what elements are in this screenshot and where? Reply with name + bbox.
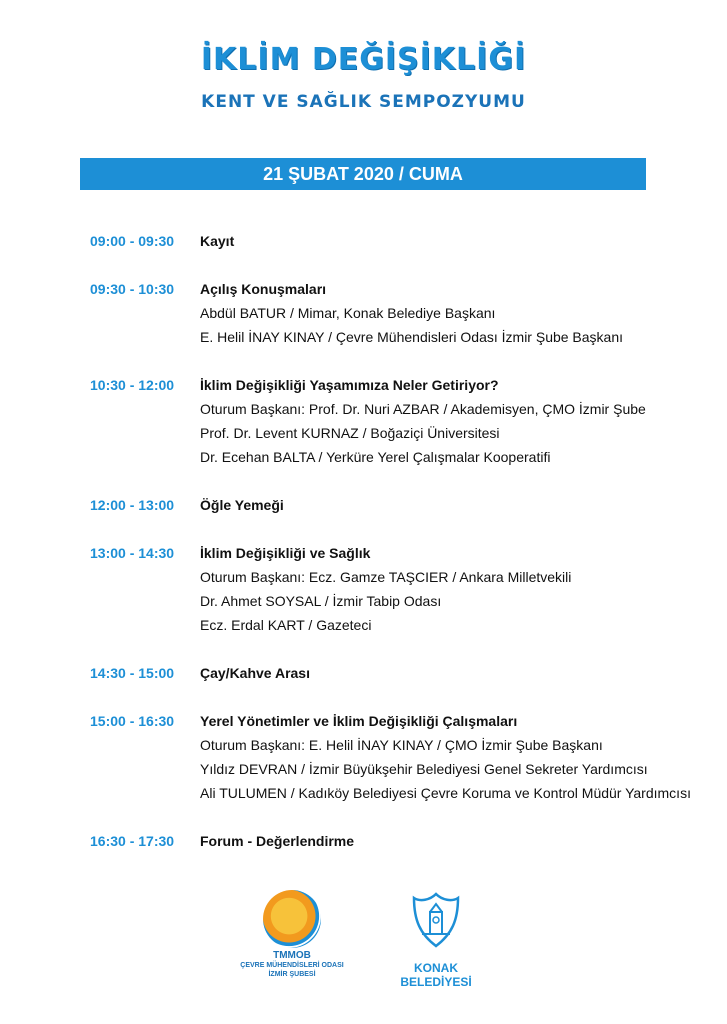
slot-time: 09:30 - 10:30 <box>90 281 175 297</box>
slot-title: Çay/Kahve Arası <box>200 665 310 681</box>
slot-title: Yerel Yönetimler ve İklim Değişikliği Çalışmaları <box>200 713 518 729</box>
slot-title: Kayıt <box>200 233 235 249</box>
slot-title: Öğle Yemeği <box>200 497 284 513</box>
slot-time: 12:00 - 13:00 <box>90 497 175 513</box>
slot-details <box>200 277 727 349</box>
schedule-slot <box>0 709 727 805</box>
slot-speaker-line: Oturum Başkanı: E. Helil İNAY KINAY / ÇMO İzmir Şube Başkanı <box>200 737 603 753</box>
schedule-slot <box>0 829 727 853</box>
slot-title: İklim Değişikliği Yaşamımıza Neler Getiriyor? <box>200 377 499 393</box>
slot-details <box>200 229 727 253</box>
slot-time: 13:00 - 14:30 <box>90 545 175 561</box>
slot-speaker-line: Oturum Başkanı: Prof. Dr. Nuri AZBAR / Akademisyen, ÇMO İzmir Şube <box>200 401 646 417</box>
schedule-list <box>0 229 727 877</box>
slot-details <box>200 541 727 637</box>
slot-details <box>200 661 727 685</box>
slot-time: 16:30 - 17:30 <box>90 833 175 849</box>
slot-speaker-line: Dr. Ahmet SOYSAL / İzmir Tabip Odası <box>200 593 442 609</box>
symposium-subtitle: KENT VE SAĞLIK SEMPOZYUMU <box>201 92 526 112</box>
slot-speaker-line: Ecz. Erdal KART / Gazeteci <box>200 617 372 633</box>
slot-time: 10:30 - 12:00 <box>90 377 175 393</box>
logo-footer <box>0 890 727 990</box>
slot-details <box>200 829 727 853</box>
slot-speaker-line: Prof. Dr. Levent KURNAZ / Boğaziçi Üniversitesi <box>200 425 500 441</box>
slot-details <box>200 373 727 469</box>
slot-time: 09:00 - 09:30 <box>90 233 175 249</box>
slot-speaker-line: Ali TULUMEN / Kadıköy Belediyesi Çevre Koruma ve Kontrol Müdür Yardımcısı <box>200 785 691 801</box>
symposium-title: İKLİM DEĞİŞİKLİĞİ <box>200 42 527 77</box>
slot-details <box>200 493 727 517</box>
date-banner: 21 ŞUBAT 2020 / CUMA <box>80 158 646 190</box>
slot-details <box>200 709 727 805</box>
slot-speaker-line: Dr. Ecehan BALTA / Yerküre Yerel Çalışmalar Kooperatifi <box>200 449 551 465</box>
slot-time: 14:30 - 15:00 <box>90 665 175 681</box>
schedule-slot <box>0 661 727 685</box>
tmmob-emblem-icon <box>263 890 321 948</box>
slot-title: Açılış Konuşmaları <box>200 281 327 297</box>
slot-time: 15:00 - 16:30 <box>90 713 175 729</box>
tmmob-branch-name: İZMİR ŞUBESİ <box>268 971 316 978</box>
slot-speaker-line: Abdül BATUR / Mimar, Konak Belediye Başkanı <box>200 305 496 321</box>
slot-title: İklim Değişikliği ve Sağlık <box>200 545 371 561</box>
schedule-slot <box>0 229 727 253</box>
schedule-slot <box>0 373 727 469</box>
slot-speaker-line: Yıldız DEVRAN / İzmir Büyükşehir Belediyesi Genel Sekreter Yardımcısı <box>200 761 648 777</box>
tmmob-name: TMMOB <box>273 950 311 961</box>
schedule-slot <box>0 277 727 349</box>
konak-emblem-icon <box>406 890 466 950</box>
schedule-slot <box>0 541 727 637</box>
slot-speaker-line: Oturum Başkanı: Ecz. Gamze TAŞCIER / Ankara Milletvekili <box>200 569 572 585</box>
slot-speaker-line: E. Helil İNAY KINAY / Çevre Mühendisleri Odası İzmir Şube Başkanı <box>200 329 624 345</box>
konak-logo <box>378 890 494 989</box>
tmmob-logo <box>240 890 344 979</box>
schedule-slot <box>0 493 727 517</box>
konak-name: KONAK BELEDİYESİ <box>400 961 472 989</box>
slot-title: Forum - Değerlendirme <box>200 833 355 849</box>
tmmob-chamber-name: ÇEVRE MÜHENDİSLERİ ODASI <box>240 962 344 969</box>
